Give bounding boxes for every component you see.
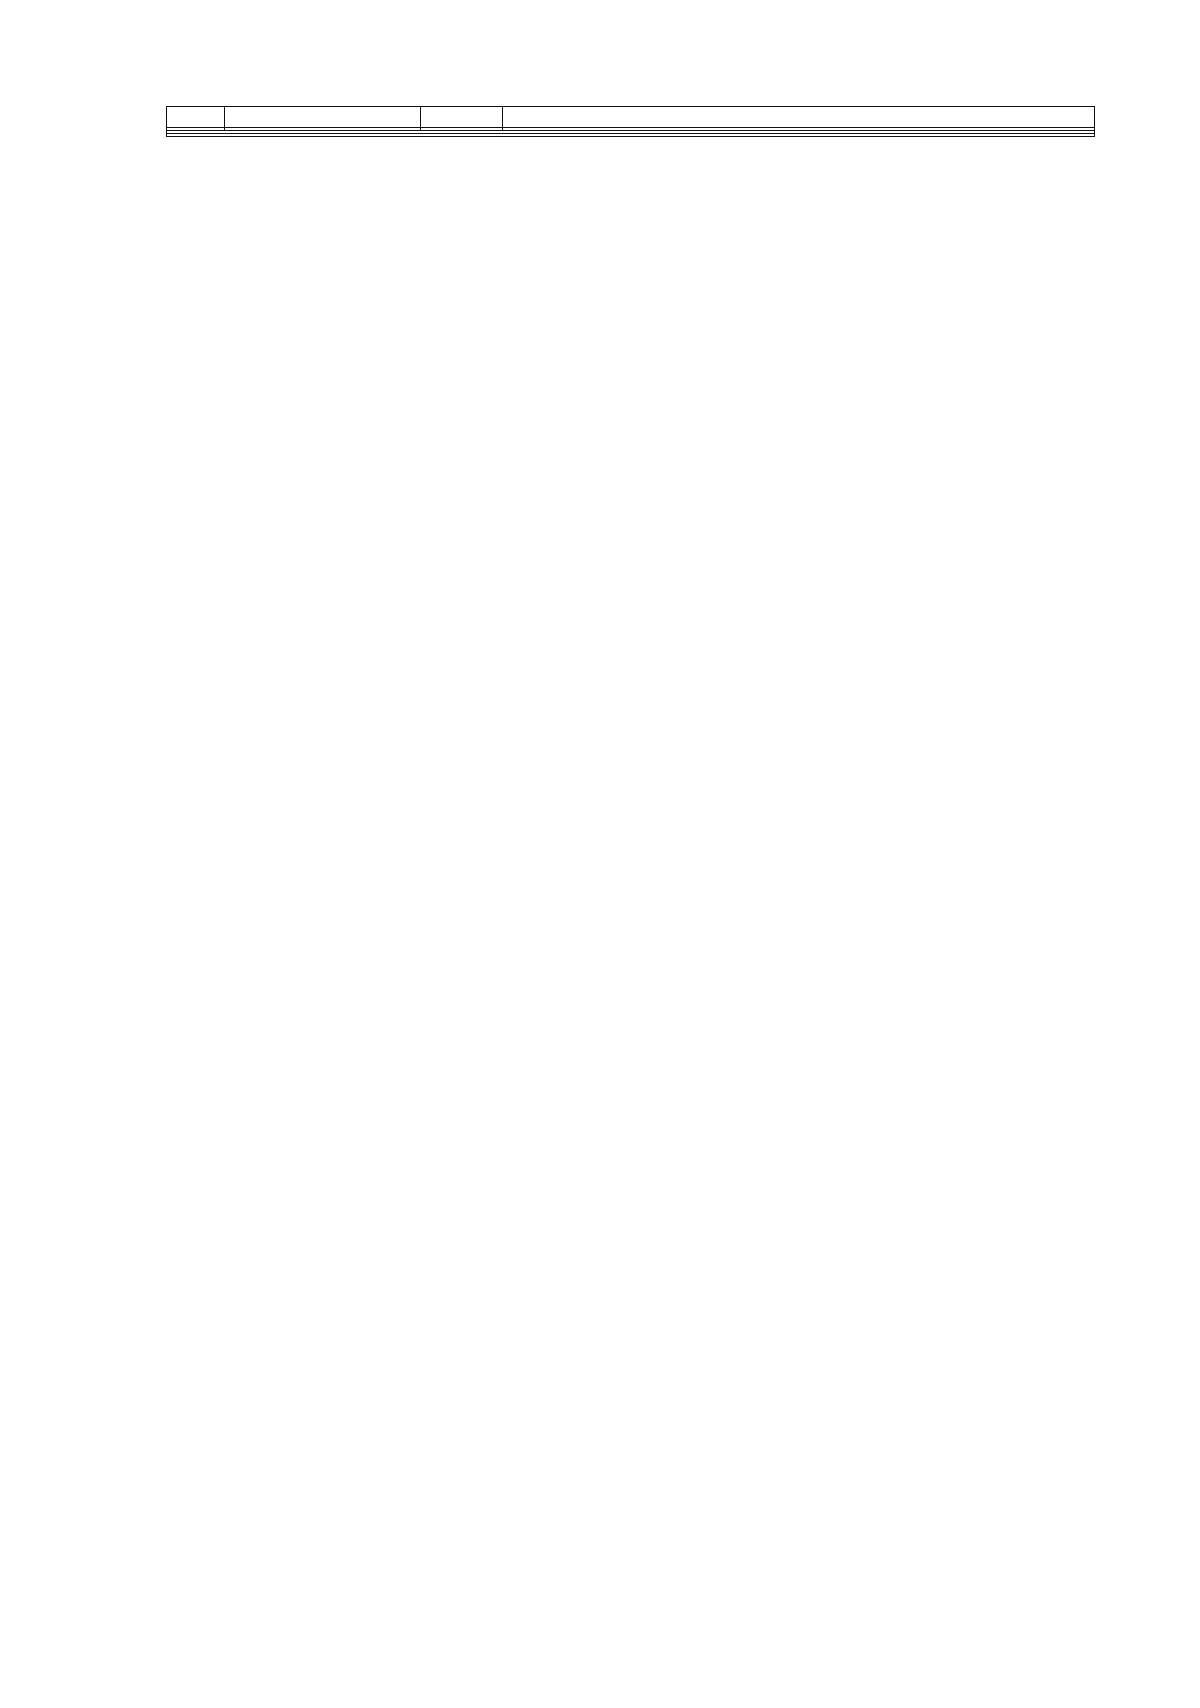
header-cell: [225, 107, 421, 128]
land-use-table: [166, 106, 1095, 137]
header-cell: [167, 107, 225, 128]
header-cell: [503, 107, 1095, 128]
table-header-row: [167, 107, 1095, 128]
section-title: [167, 134, 1095, 137]
section-header-auxiliary: [167, 134, 1095, 137]
header-cell: [421, 107, 503, 128]
